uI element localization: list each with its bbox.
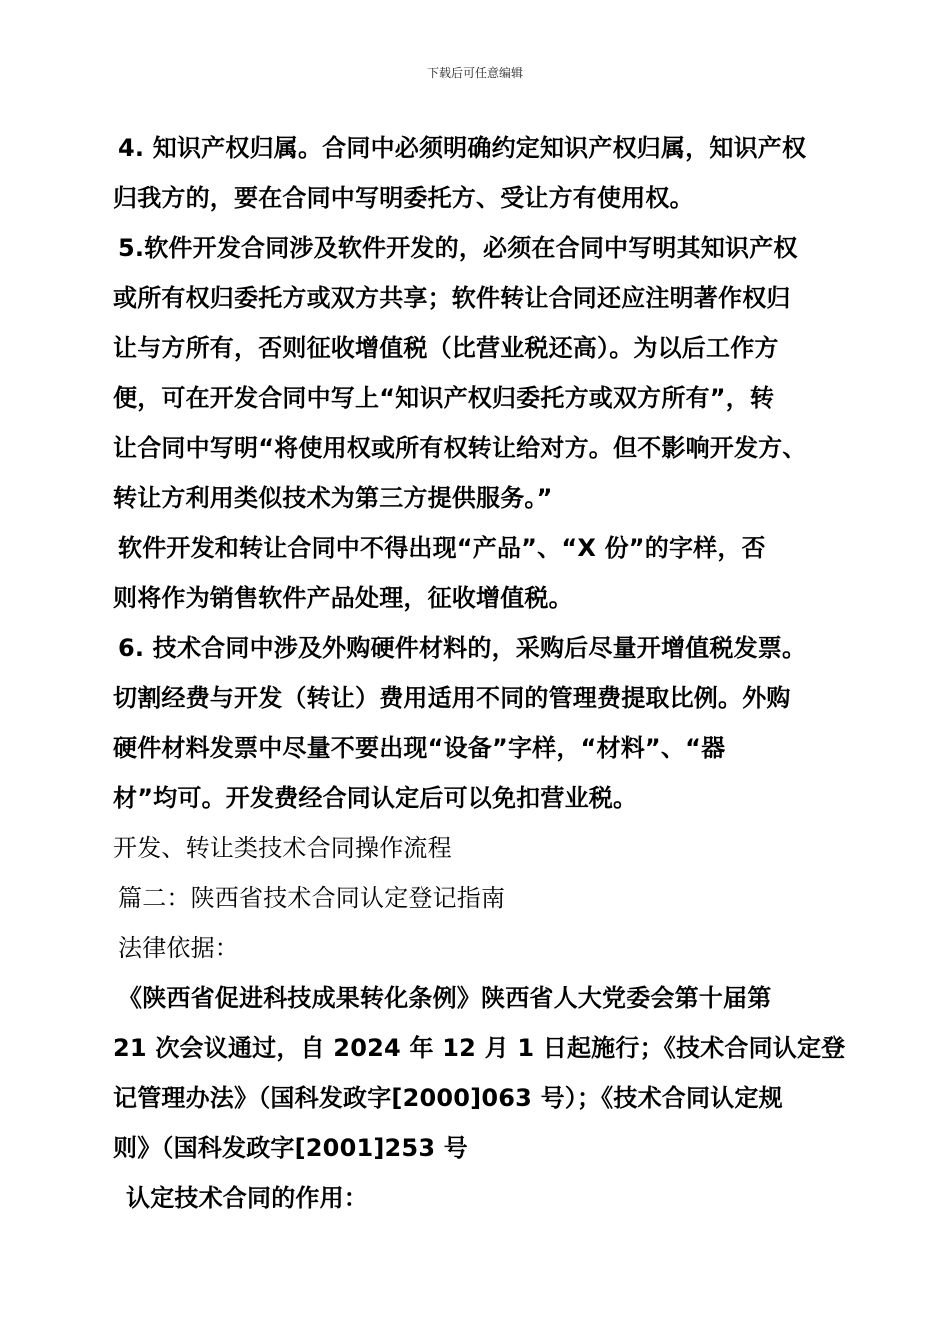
paragraph-line: 则将作为销售软件产品处理，征收增值税。 <box>113 584 573 612</box>
page-header: 下载后可任意编辑 <box>426 66 523 80</box>
paragraph-line: 《陕西省促进科技成果转化条例》陕西省人大党委会第十届第 <box>118 984 772 1012</box>
paragraph-line: 转让方利用类似技术为第三方提供服务。” <box>113 484 553 512</box>
paragraph-line: 归我方的，要在合同中写明委托方、受让方有使用权。 <box>113 184 694 212</box>
paragraph-line: 材”均可。开发费经合同认定后可以免扣营业税。 <box>113 784 638 812</box>
paragraph-line: 6. 技术合同中涉及外购硬件材料的，采购后尽量开增值税发票。 <box>118 634 807 662</box>
paragraph-line: 软件开发和转让合同中不得出现“产品”、“X 份”的字样，否 <box>118 534 766 562</box>
paragraph-line: 切割经费与开发（转让）费用适用不同的管理费提取比例。外购 <box>113 684 791 712</box>
paragraph-line: 硬件材料发票中尽量不要出现“设备”字样，“材料”、“器 <box>113 734 726 762</box>
section-title: 篇二：陕西省技术合同认定登记指南 <box>118 884 506 912</box>
paragraph-line: 让与方所有，否则征收增值税（比营业税还高）。为以后工作方 <box>113 334 779 362</box>
subsection-heading: 法律依据： <box>118 934 239 962</box>
paragraph-line: 5.软件开发合同涉及软件开发的，必须在合同中写明其知识产权 <box>118 234 798 262</box>
paragraph-line: 记管理办法》（国科发政字[2000]063 号）；《技术合同认定规 <box>113 1084 783 1112</box>
paragraph-line: 让合同中写明“将使用权或所有权转让给对方。但不影响开发方、 <box>113 434 807 462</box>
paragraph-line: 认定技术合同的作用： <box>126 1184 368 1212</box>
document-body <box>113 127 873 1227</box>
section-heading: 开发、转让类技术合同操作流程 <box>113 834 452 862</box>
paragraph-line: 或所有权归委托方或双方共享；软件转让合同还应注明著作权归 <box>113 284 791 312</box>
paragraph-line: 便，可在开发合同中写上“知识产权归委托方或双方所有”，转 <box>113 384 775 412</box>
paragraph-line: 4. 知识产权归属。合同中必须明确约定知识产权归属，知识产权 <box>118 134 807 162</box>
paragraph-line: 21 次会议通过，自 2024 年 12 月 1 日起施行；《技术合同认定登 <box>113 1034 846 1062</box>
paragraph-line: 则》（国科发政字[2001]253 号 <box>113 1134 468 1162</box>
